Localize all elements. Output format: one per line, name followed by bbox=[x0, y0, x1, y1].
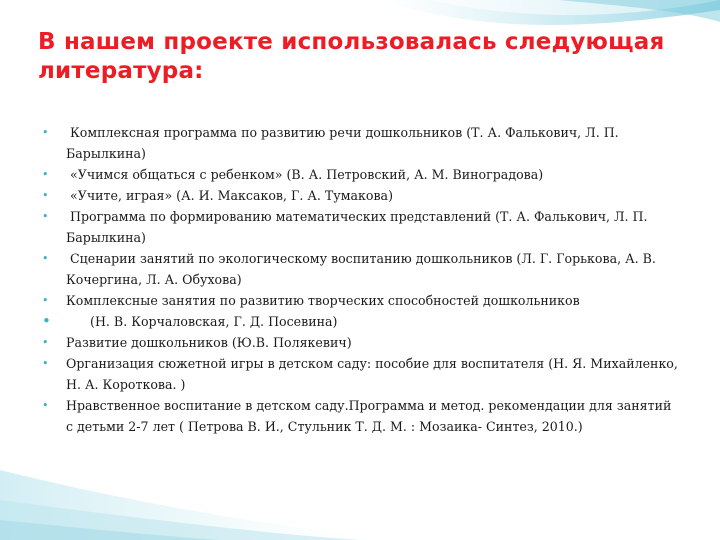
list-item: • Сценарии занятий по экологическому воспитанию дошкольников (Л. Г. Горькова, А. В. Кочергина, Л. А. Обухова) bbox=[42, 248, 682, 290]
list-item: • «Учимся общаться с ребенком» (В. А. Петровский, А. М. Виноградова) bbox=[42, 164, 682, 185]
bullet-icon: • bbox=[42, 336, 49, 349]
bullet-icon: • bbox=[42, 252, 49, 265]
bullet-icon: • bbox=[42, 168, 49, 181]
list-item: • (Н. В. Корчаловская, Г. Д. Посевина) bbox=[42, 312, 338, 330]
bullet-icon: • bbox=[42, 126, 49, 139]
bullet-icon: • bbox=[42, 210, 49, 223]
bullet-icon: • bbox=[42, 294, 49, 307]
bullet-icon: • bbox=[42, 399, 49, 412]
list-item: • Развитие дошкольников (Ю.В. Полякевич) bbox=[42, 332, 682, 353]
list-item: • Комплексные занятия по развитию творческих способностей дошкольников bbox=[42, 290, 682, 311]
list-item: • «Учите, играя» (А. И. Максаков, Г. А. Тумакова) bbox=[42, 185, 682, 206]
bullet-icon: • bbox=[42, 357, 49, 370]
bullet-icon: • bbox=[42, 312, 51, 330]
bullet-icon: • bbox=[42, 189, 49, 202]
slide-title: В нашем проекте использовалась следующая литература: bbox=[38, 29, 665, 84]
list-item: • Нравственное воспитание в детском саду.Программа и метод. рекомендации для занятий с детьми 2-7 лет ( Петрова В. И., Стульник Т. Д. М. : Мозаика- Синтез, 2010.) bbox=[42, 395, 682, 437]
list-item: • Программа по формированию математических представлений (Т. А. Фалькович, Л. П. Барылкина) bbox=[42, 206, 682, 248]
list-item: • Комплексная программа по развитию речи дошкольников (Т. А. Фалькович, Л. П. Барылкина) bbox=[42, 122, 682, 164]
list-item: • Организация сюжетной игры в детском саду: пособие для воспитателя (Н. Я. Михайленко, Н. А. Короткова. ) bbox=[42, 353, 682, 395]
literature-list bbox=[42, 122, 682, 437]
